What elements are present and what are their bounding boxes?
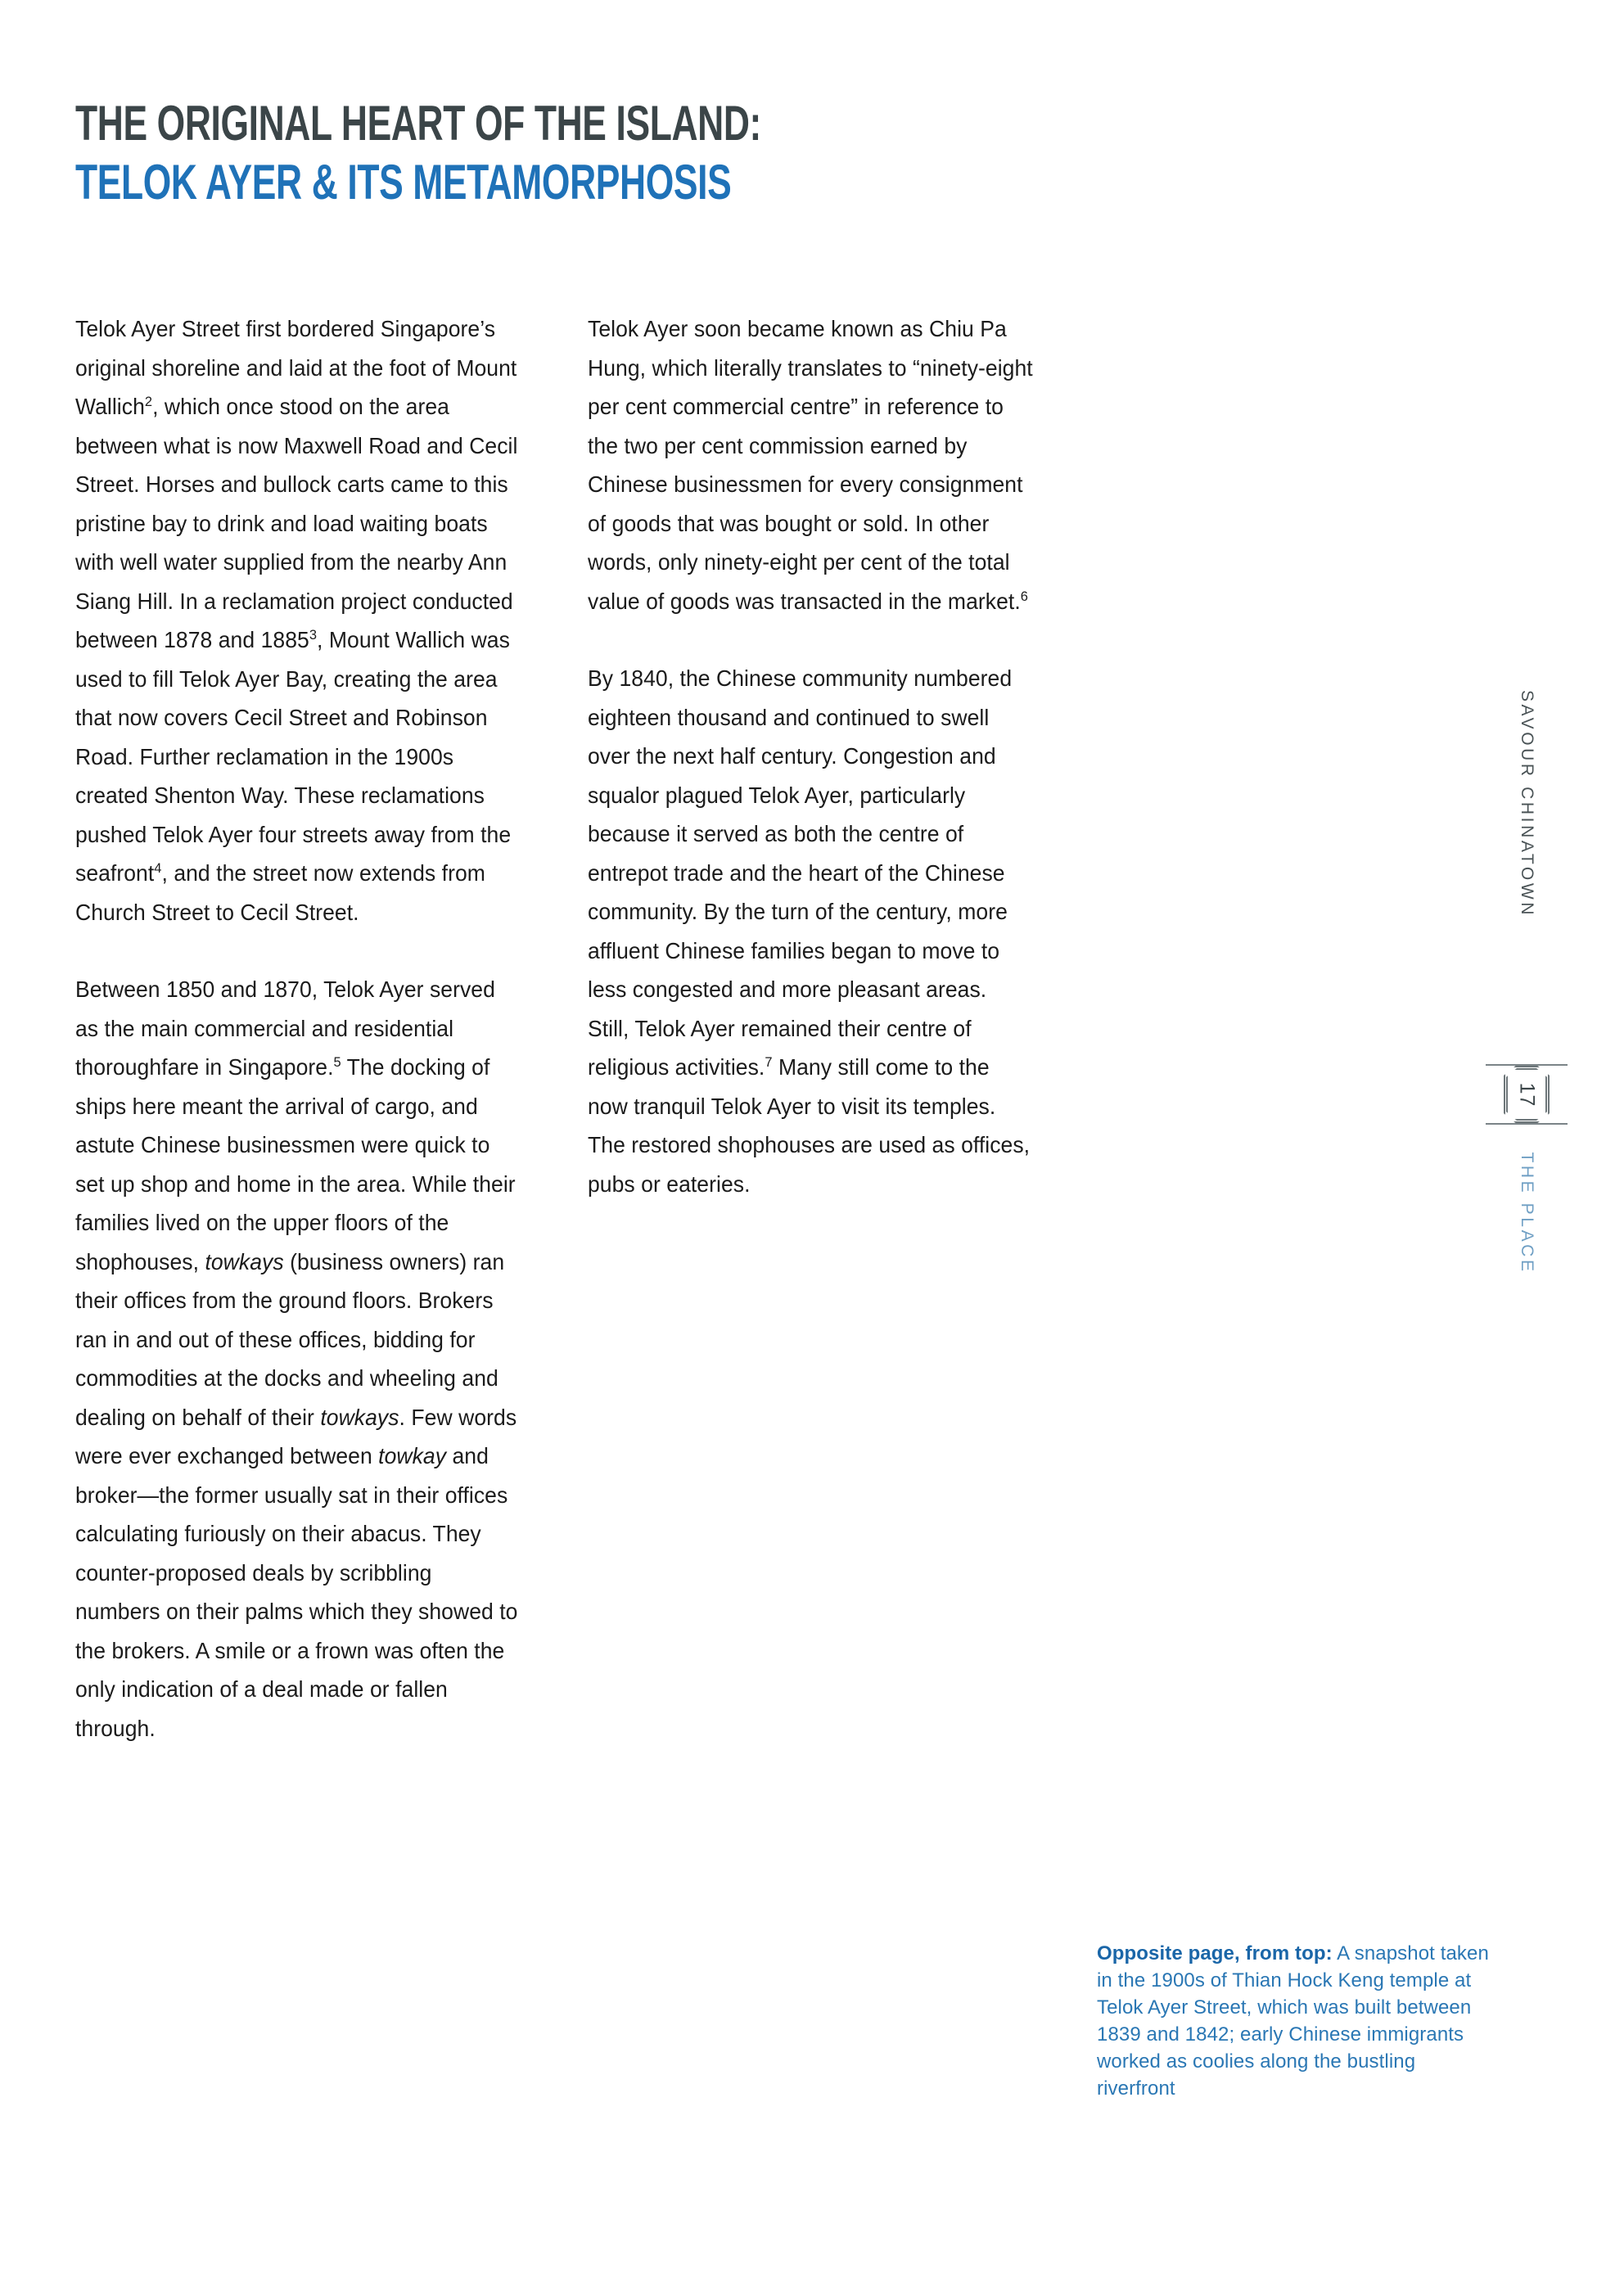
paragraph-text: Telok Ayer Street first bordered Singapore’s original shoreline and laid at the foot of Mount Wallich xyxy=(75,316,517,419)
paragraph-text: By 1840, the Chinese community numbered eighteen thousand and continued to swell over the next half century. Congestion and squalor plagued Telok Ayer, particularly because it served as both the centre of entrepot trade and the heart of the Chinese community. By the turn of the century, more affluent Chinese families began to move to less congested and more pleasant areas. Still, Telok Ayer remained their centre of religious activities. xyxy=(588,665,1013,1080)
footnote-marker: 7 xyxy=(765,1053,773,1070)
body-column-right xyxy=(588,309,1049,1748)
paragraph-text: , Mount Wallich was used to fill Telok Ayer Bay, creating the area that now covers Cecil Street and Robinson Road. Further reclamation in the 1900s created Shenton Way. These reclamations pushed Telok Ayer four streets away from the seafront xyxy=(75,627,512,886)
paragraph-text: and broker—the former usually sat in their offices calculating furiously on their abacus. They counter-proposed deals by scribbling numbers on their palms which they showed to the brokers. A smile or a frown was often the only indication of a deal made or fallen through. xyxy=(75,1443,518,1741)
caption-text: A snapshot taken in the 1900s of Thian Hock Keng temple at Telok Ayer Street, which was built between 1839 and 1842; early Chinese immigrants worked as coolies along the bustling riverfront xyxy=(1097,1942,1489,2100)
footnote-marker: 3 xyxy=(309,626,318,643)
paragraph xyxy=(75,970,521,1748)
foreign-term: towkays xyxy=(205,1248,284,1274)
foreign-term: towkays xyxy=(320,1404,399,1430)
body-column-left xyxy=(75,309,537,1748)
title-line-primary: THE ORIGINAL HEART OF THE ISLAND: xyxy=(75,96,761,151)
paragraph xyxy=(588,659,1033,1203)
page-title xyxy=(75,97,1058,210)
paragraph xyxy=(588,309,1033,620)
page-number-value: 17 xyxy=(1515,1082,1539,1107)
page-number xyxy=(1504,1064,1550,1125)
paragraph-text: , and the street now extends from Church Street to Cecil Street. xyxy=(75,860,485,925)
paragraph-text: , which once stood on the area between what is now Maxwell Road and Cecil Street. Horses and bullock carts came to this pristine bay to drink and load waiting boats with well water supplied from the nearby Ann Siang Hill. In a reclamation project conducted between 1878 and 1885 xyxy=(75,394,518,652)
foreign-term: towkay xyxy=(378,1443,447,1468)
paragraph-text: Between 1850 and 1870, Telok Ayer served as the main commercial and residential thoroughfare in Singapore. xyxy=(75,977,495,1080)
badge-rule-bottom xyxy=(1486,1123,1568,1125)
margin-rail xyxy=(1477,0,1576,2296)
paragraph xyxy=(75,309,521,931)
page-number-badge xyxy=(1504,1064,1550,1125)
running-head-section-title: THE PLACE xyxy=(1518,1152,1536,1274)
running-head-book-title: SAVOUR CHINATOWN xyxy=(1518,689,1536,918)
paragraph-text: Telok Ayer soon became known as Chiu Pa Hung, which literally translates to “ninety-eight per cent commercial centre” in reference to the two per cent commission earned by Chinese businessmen for every consignment of goods that was bought or sold. In other words, only ninety-eight per cent of the total value of goods was transacted in the market. xyxy=(588,316,1033,614)
title-line-secondary: TELOK AYER & ITS METAMORPHOSIS xyxy=(75,155,732,210)
paragraph-text: (business owners) ran their offices from the ground floors. Brokers ran in and out of these offices, bidding for commodities at the docks and wheeling and dealing on behalf of their xyxy=(75,1248,505,1430)
footnote-marker: 5 xyxy=(333,1053,341,1070)
paragraph-text: The docking of ships here meant the arrival of cargo, and astute Chinese businessmen were quick to set up shop and home in the area. While their families lived on the upper floors of the shophouses, xyxy=(75,1054,516,1274)
footnote-marker: 4 xyxy=(154,859,162,876)
caption-lead-in: Opposite page, from top: xyxy=(1097,1942,1333,1964)
paragraph-text: . Few words were ever exchanged between xyxy=(75,1404,517,1468)
body-columns xyxy=(75,309,1049,1748)
footnote-marker: 2 xyxy=(144,393,153,409)
figure-caption xyxy=(1097,1940,1490,2102)
footnote-marker: 6 xyxy=(1020,588,1028,604)
paragraph-text: Many still come to the now tranquil Telok Ayer to visit its temples. The restored shophouses are used as offices, pubs or eateries. xyxy=(588,1054,1031,1197)
